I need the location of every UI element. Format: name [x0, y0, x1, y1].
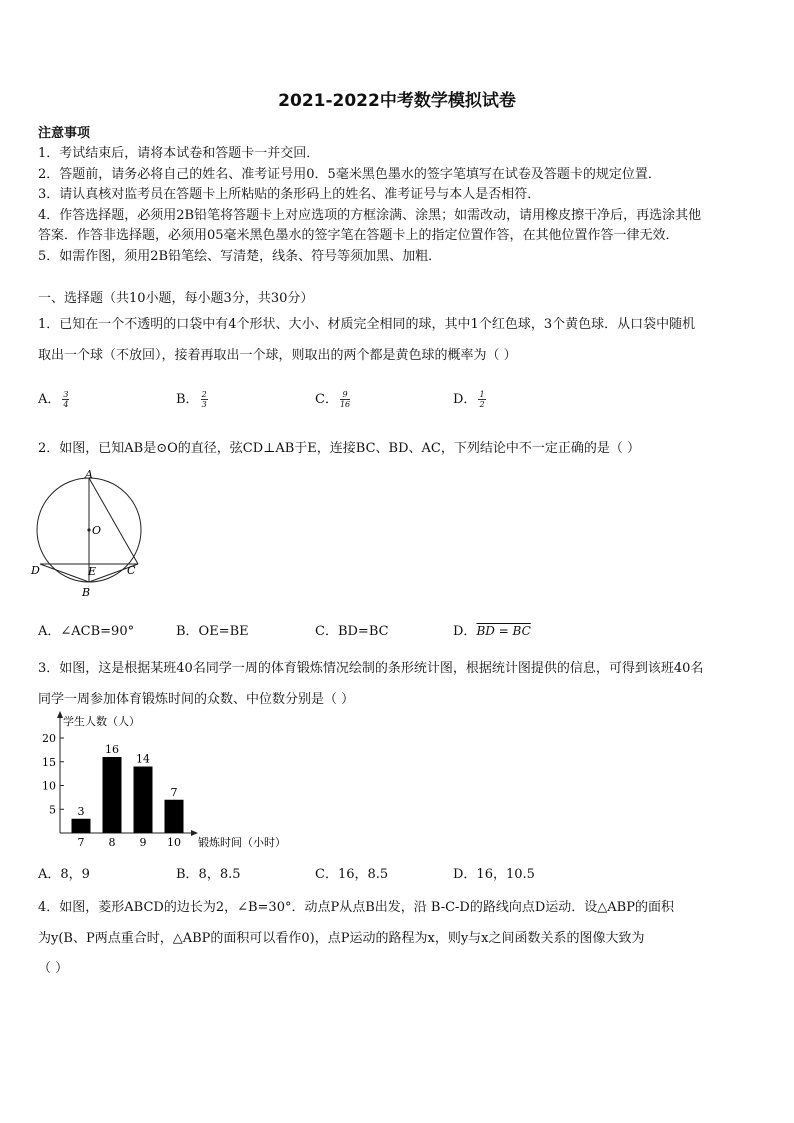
option-label: A．: [38, 392, 61, 407]
q1-option-a[interactable]: [38, 388, 69, 409]
bar: [72, 819, 91, 833]
circle-figure: [30, 466, 145, 601]
q2-option-a[interactable]: A．∠ACB=90°: [38, 624, 135, 639]
notice-item: 3．请认真核对监考员在答题卡上所粘贴的条形码上的姓名、准考证号与本人是否相符．: [38, 187, 541, 202]
bar: [103, 757, 122, 833]
fraction-denominator: 16: [339, 400, 351, 409]
y-axis-label: 学生人数（人）: [63, 715, 140, 728]
q1-option-c[interactable]: [315, 388, 350, 409]
x-tick-label: 7: [77, 836, 85, 849]
q1-text: 取出一个球（不放回），接着再取出一个球，则取出的两个都是黄色球的概率为（ ）: [38, 348, 517, 363]
label-c: C: [127, 564, 136, 577]
q2-option-b[interactable]: B．OE=BE: [176, 624, 249, 639]
notice-item: 4．作答选择题，必须用2B铅笔将答题卡上对应选项的方框涂满、涂黑；如需改动，请用橡皮擦干净后，再选涂其他: [38, 208, 702, 223]
bar: [165, 800, 184, 833]
notice-item: 答案．作答非选择题，必须用05毫米黑色墨水的签字笔在答题卡上的指定位置作答，在其他位置作答一律无效．: [38, 228, 679, 243]
q3-text: 3．如图，这是根据某班40名同学一周的体育锻炼情况绘制的条形统计图，根据统计图提供的信息，可得到该班40名: [38, 661, 704, 676]
fraction: [340, 390, 350, 409]
fraction-denominator: 2: [479, 400, 485, 409]
fraction-numerator: 2: [201, 390, 207, 399]
q4-text: 4．如图，菱形ABCD的边长为2，∠B=30°．动点P从点B出发，沿 B-C-D的路线向点D运动．设△ABP的面积: [38, 900, 674, 915]
bar-value-label: 7: [170, 785, 178, 799]
y-tick-label: 15: [42, 755, 56, 769]
x-tick-label: 9: [139, 836, 147, 849]
option-label: C．: [315, 392, 338, 407]
y-tick-label: 5: [49, 803, 56, 817]
option-label: D．: [453, 392, 477, 407]
label-e: E: [88, 565, 97, 578]
x-axis-arrow: [191, 830, 198, 836]
fraction-denominator: 4: [63, 400, 69, 409]
bar-value-label: 14: [136, 752, 150, 766]
segment-ac: [89, 478, 138, 564]
y-tick-label: 10: [42, 779, 56, 793]
option-label: B．: [176, 392, 199, 407]
q3-text: 同学一周参加体育锻炼时间的众数、中位数分别是（ ）: [38, 692, 355, 707]
fraction-denominator: 3: [201, 400, 207, 409]
q4-text: 为y(B、P两点重合时，△ABP的面积可以看作0)，点P运动的路程为x，则y与x之间函数关系的图像大致为: [38, 931, 645, 946]
fraction: [62, 390, 69, 409]
x-tick-label: 10: [167, 836, 181, 849]
q1-option-b[interactable]: [176, 388, 208, 409]
center-dot: [87, 528, 90, 531]
y-tick-label: 20: [42, 732, 56, 745]
y-ticks: [42, 732, 64, 816]
q1-option-d[interactable]: [453, 388, 486, 409]
arc-equation: BD = BC: [476, 624, 531, 638]
page-title: 2021-2022中考数学模拟试卷: [278, 91, 516, 111]
q3-option-a[interactable]: A．8，9: [38, 867, 90, 882]
notice-heading: 注意事项: [38, 126, 91, 141]
fraction: [478, 390, 485, 409]
segment-bd: [40, 564, 89, 582]
q4-text: （ ）: [38, 961, 69, 976]
q2-option-d[interactable]: [453, 620, 531, 639]
label-o: O: [92, 524, 102, 537]
bar-value-label: 3: [77, 804, 85, 818]
q2-option-c[interactable]: C．BD=BC: [315, 624, 389, 639]
x-tick-label: 8: [108, 836, 116, 849]
q2-text: 2．如图，已知AB是⊙O的直径，弦CD⊥AB于E，连接BC、BD、AC，下列结论中不一定正确的是（ ）: [38, 441, 640, 456]
label-b: B: [82, 586, 91, 599]
fraction-numerator: 9: [340, 390, 350, 400]
q3-option-c[interactable]: C．16，8.5: [315, 867, 389, 882]
notice-item: 2．答题前，请务必将自己的姓名、准考证号用0．5毫米黑色墨水的签字笔填写在试卷及答题卡的规定位置．: [38, 167, 661, 182]
notice-item: 1．考试结束后，请将本试卷和答题卡一并交回．: [38, 146, 320, 161]
notice-item: 5．如需作图，须用2B铅笔绘、写清楚，线条、符号等须加黑、加粗．: [38, 249, 442, 264]
q3-option-d[interactable]: D．16，10.5: [453, 867, 535, 882]
fraction: [201, 390, 208, 409]
fraction-numerator: 1: [479, 390, 485, 399]
label-d: D: [31, 564, 40, 577]
section-heading: 一、选择题（共10小题，每小题3分，共30分）: [38, 291, 314, 306]
fraction-numerator: 3: [63, 390, 69, 399]
option-label: D．: [453, 624, 477, 639]
q1-text: 1．已知在一个不透明的口袋中有4个形状、大小、材质完全相同的球，其中1个红色球，3个黄色球．从口袋中随机: [38, 317, 696, 332]
bar-value-label: 16: [105, 743, 119, 756]
label-a: A: [85, 468, 93, 481]
bar-chart: [30, 708, 320, 853]
q3-option-b[interactable]: B．8，8.5: [176, 867, 241, 882]
x-axis-label: 锻炼时间（小时）: [198, 836, 286, 849]
bar: [134, 767, 153, 834]
